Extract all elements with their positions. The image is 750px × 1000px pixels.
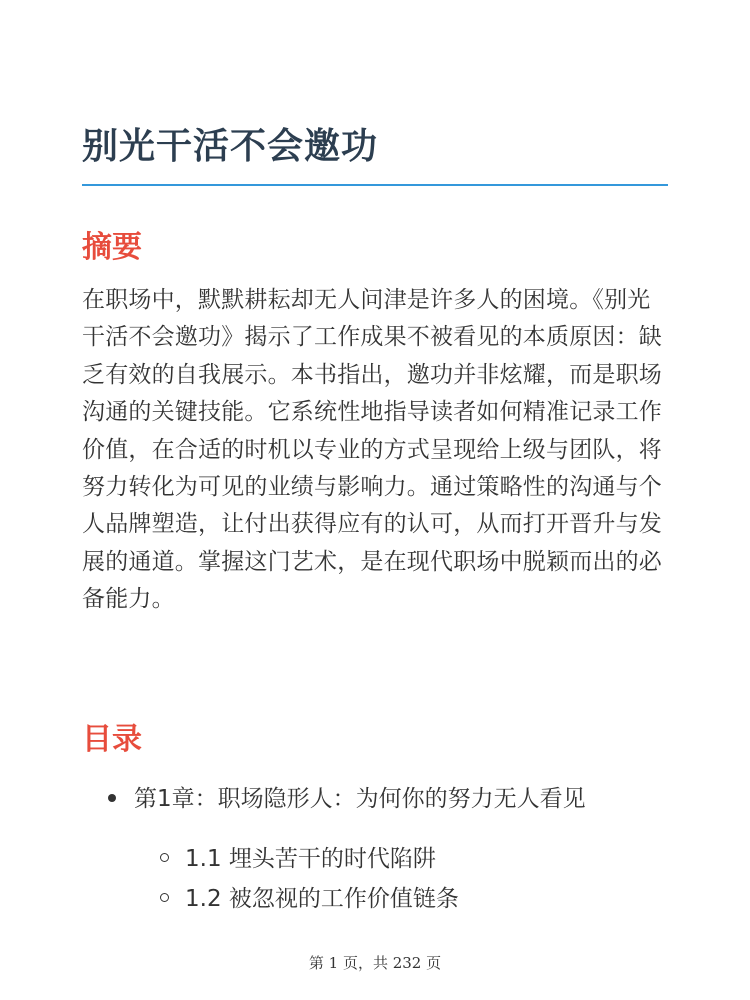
bullet-circle-icon (160, 853, 169, 862)
toc-chapter-1-label: 第1章：职场隐形人：为何你的努力无人看见 (134, 786, 586, 812)
toc-chapter-1[interactable] (108, 780, 586, 813)
title-divider (82, 184, 668, 186)
abstract-heading: 摘要 (82, 230, 142, 265)
page-title: 别光干活不会邀功 (82, 126, 379, 167)
bullet-circle-icon (160, 893, 169, 902)
toc-section-1-1-label: 1.1 埋头苦干的时代陷阱 (185, 846, 436, 872)
toc-section-1-1[interactable] (160, 840, 436, 873)
toc-section-1-2-label: 1.2 被忽视的工作价值链条 (185, 886, 459, 912)
toc-heading: 目录 (82, 722, 142, 757)
page-footer: 第 1 页，共 232 页 (308, 954, 442, 972)
toc-section-1-2[interactable] (160, 880, 459, 913)
abstract-body: 在职场中，默默耕耘却无人问津是许多人的困境。《别光干活不会邀功》揭示了工作成果不被看见的本质原因：缺乏有效的自我展示。本书指出，邀功并非炫耀，而是职场沟通的关键技能。它系统性地指导读者如何精准记录工作价值，在合适的时机以专业的方式呈现给上级与团队，将努力转化为可见的业绩与影响力。通过策略性的沟通与个人品牌塑造，让付出获得应有的认可，从而打开晋升与发展的通道。掌握这门艺术，是在现代职场中脱颖而出的必备能力。 (82, 287, 662, 613)
bullet-disc-icon (108, 794, 116, 802)
